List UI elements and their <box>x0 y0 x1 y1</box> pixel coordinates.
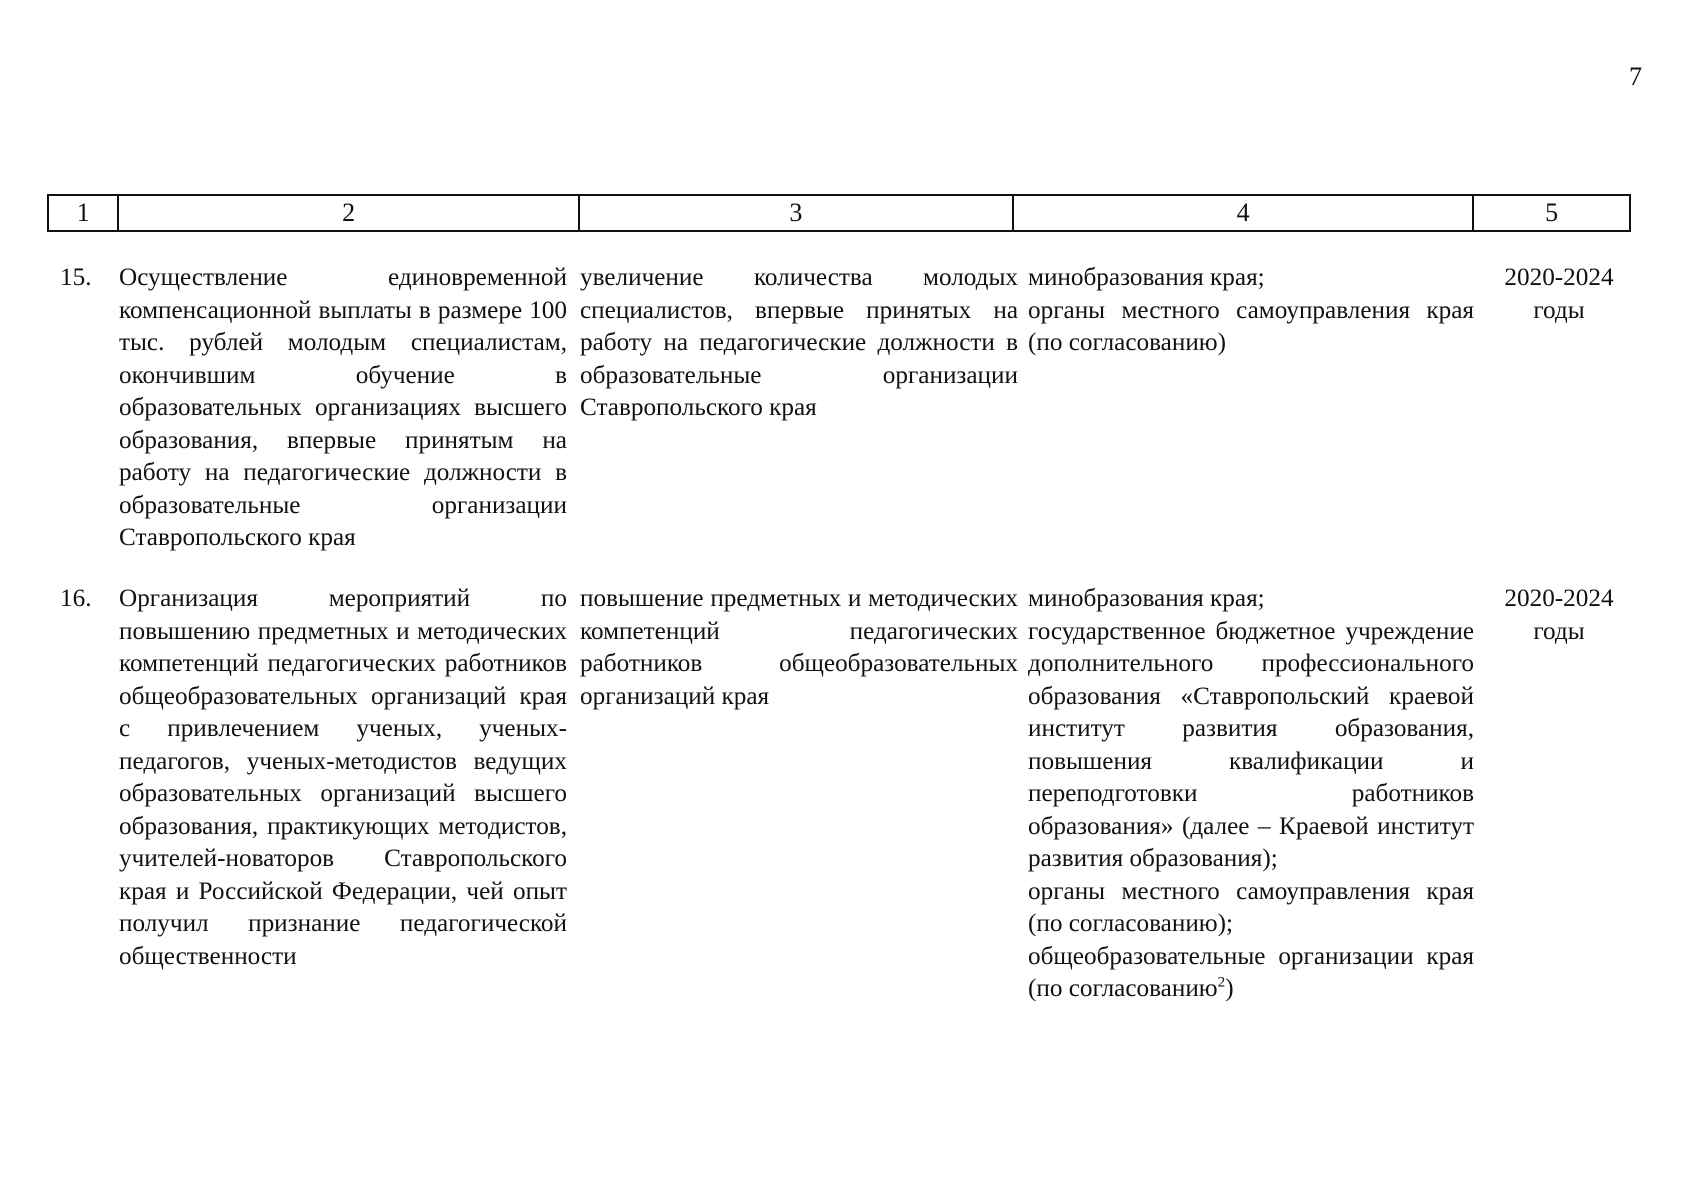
measure-description: Осуществление единовременной компенсационной выплаты в размере 100 тыс. рублей молодым специалистам, окончившим обучение в образовательных организациях высшего образования, впервые принятым на работу на педагогические должности в образовательные организации Ставропольского края <box>119 264 567 551</box>
column-number-4: 4 <box>1013 195 1473 231</box>
page-number: 7 <box>1629 62 1642 91</box>
expected-result: увеличение количества молодых специалистов, впервые принятых на работу на педагогические должности в образовательные организации Ставропольского края <box>580 264 1018 421</box>
column-number-3: 3 <box>579 195 1013 231</box>
responsible-executors: минобразования края; органы местного самоуправления края (по согласованию) <box>1028 264 1474 356</box>
responsible-executors <box>1028 583 1474 1006</box>
responsible-executors-text: минобразования края; государственное бюджетное учреждение дополнительного профессионального образования «Ставропольский краевой институт развития образования, повышения квалификации и переподготовки работников образования» (далее – Краевой институт развития образования); органы местного самоуправления края (по согласованию); общеобразовательные организации края (по согласованию <box>1028 585 1474 1002</box>
column-number-5: 5 <box>1473 195 1630 231</box>
column-header-row <box>47 194 1631 232</box>
expected-result: повышение предметных и методических компетенций педагогических работников общеобразовательных организаций края <box>580 585 1018 710</box>
responsible-executors-tail: ) <box>1225 975 1234 1002</box>
implementation-period: 2020-2024 годы <box>1504 585 1614 645</box>
column-number-1: 1 <box>48 195 118 231</box>
implementation-period: 2020-2024 годы <box>1504 264 1614 324</box>
row-number: 15. <box>60 264 92 291</box>
column-number-2: 2 <box>118 195 578 231</box>
measure-description: Организация мероприятий по повышению предметных и методических компетенций педагогических работников общеобразовательных организаций края с привлечением ученых, ученых-педагогов, ученых-методистов ведущих образовательных организаций высшего образования, практикующих методистов, учителей-новаторов Ставропольского края и Российской Федерации, чей опыт получил признание педагогической общественности <box>119 585 567 970</box>
row-number: 16. <box>60 585 92 612</box>
footnote-marker: 2 <box>1217 974 1226 991</box>
